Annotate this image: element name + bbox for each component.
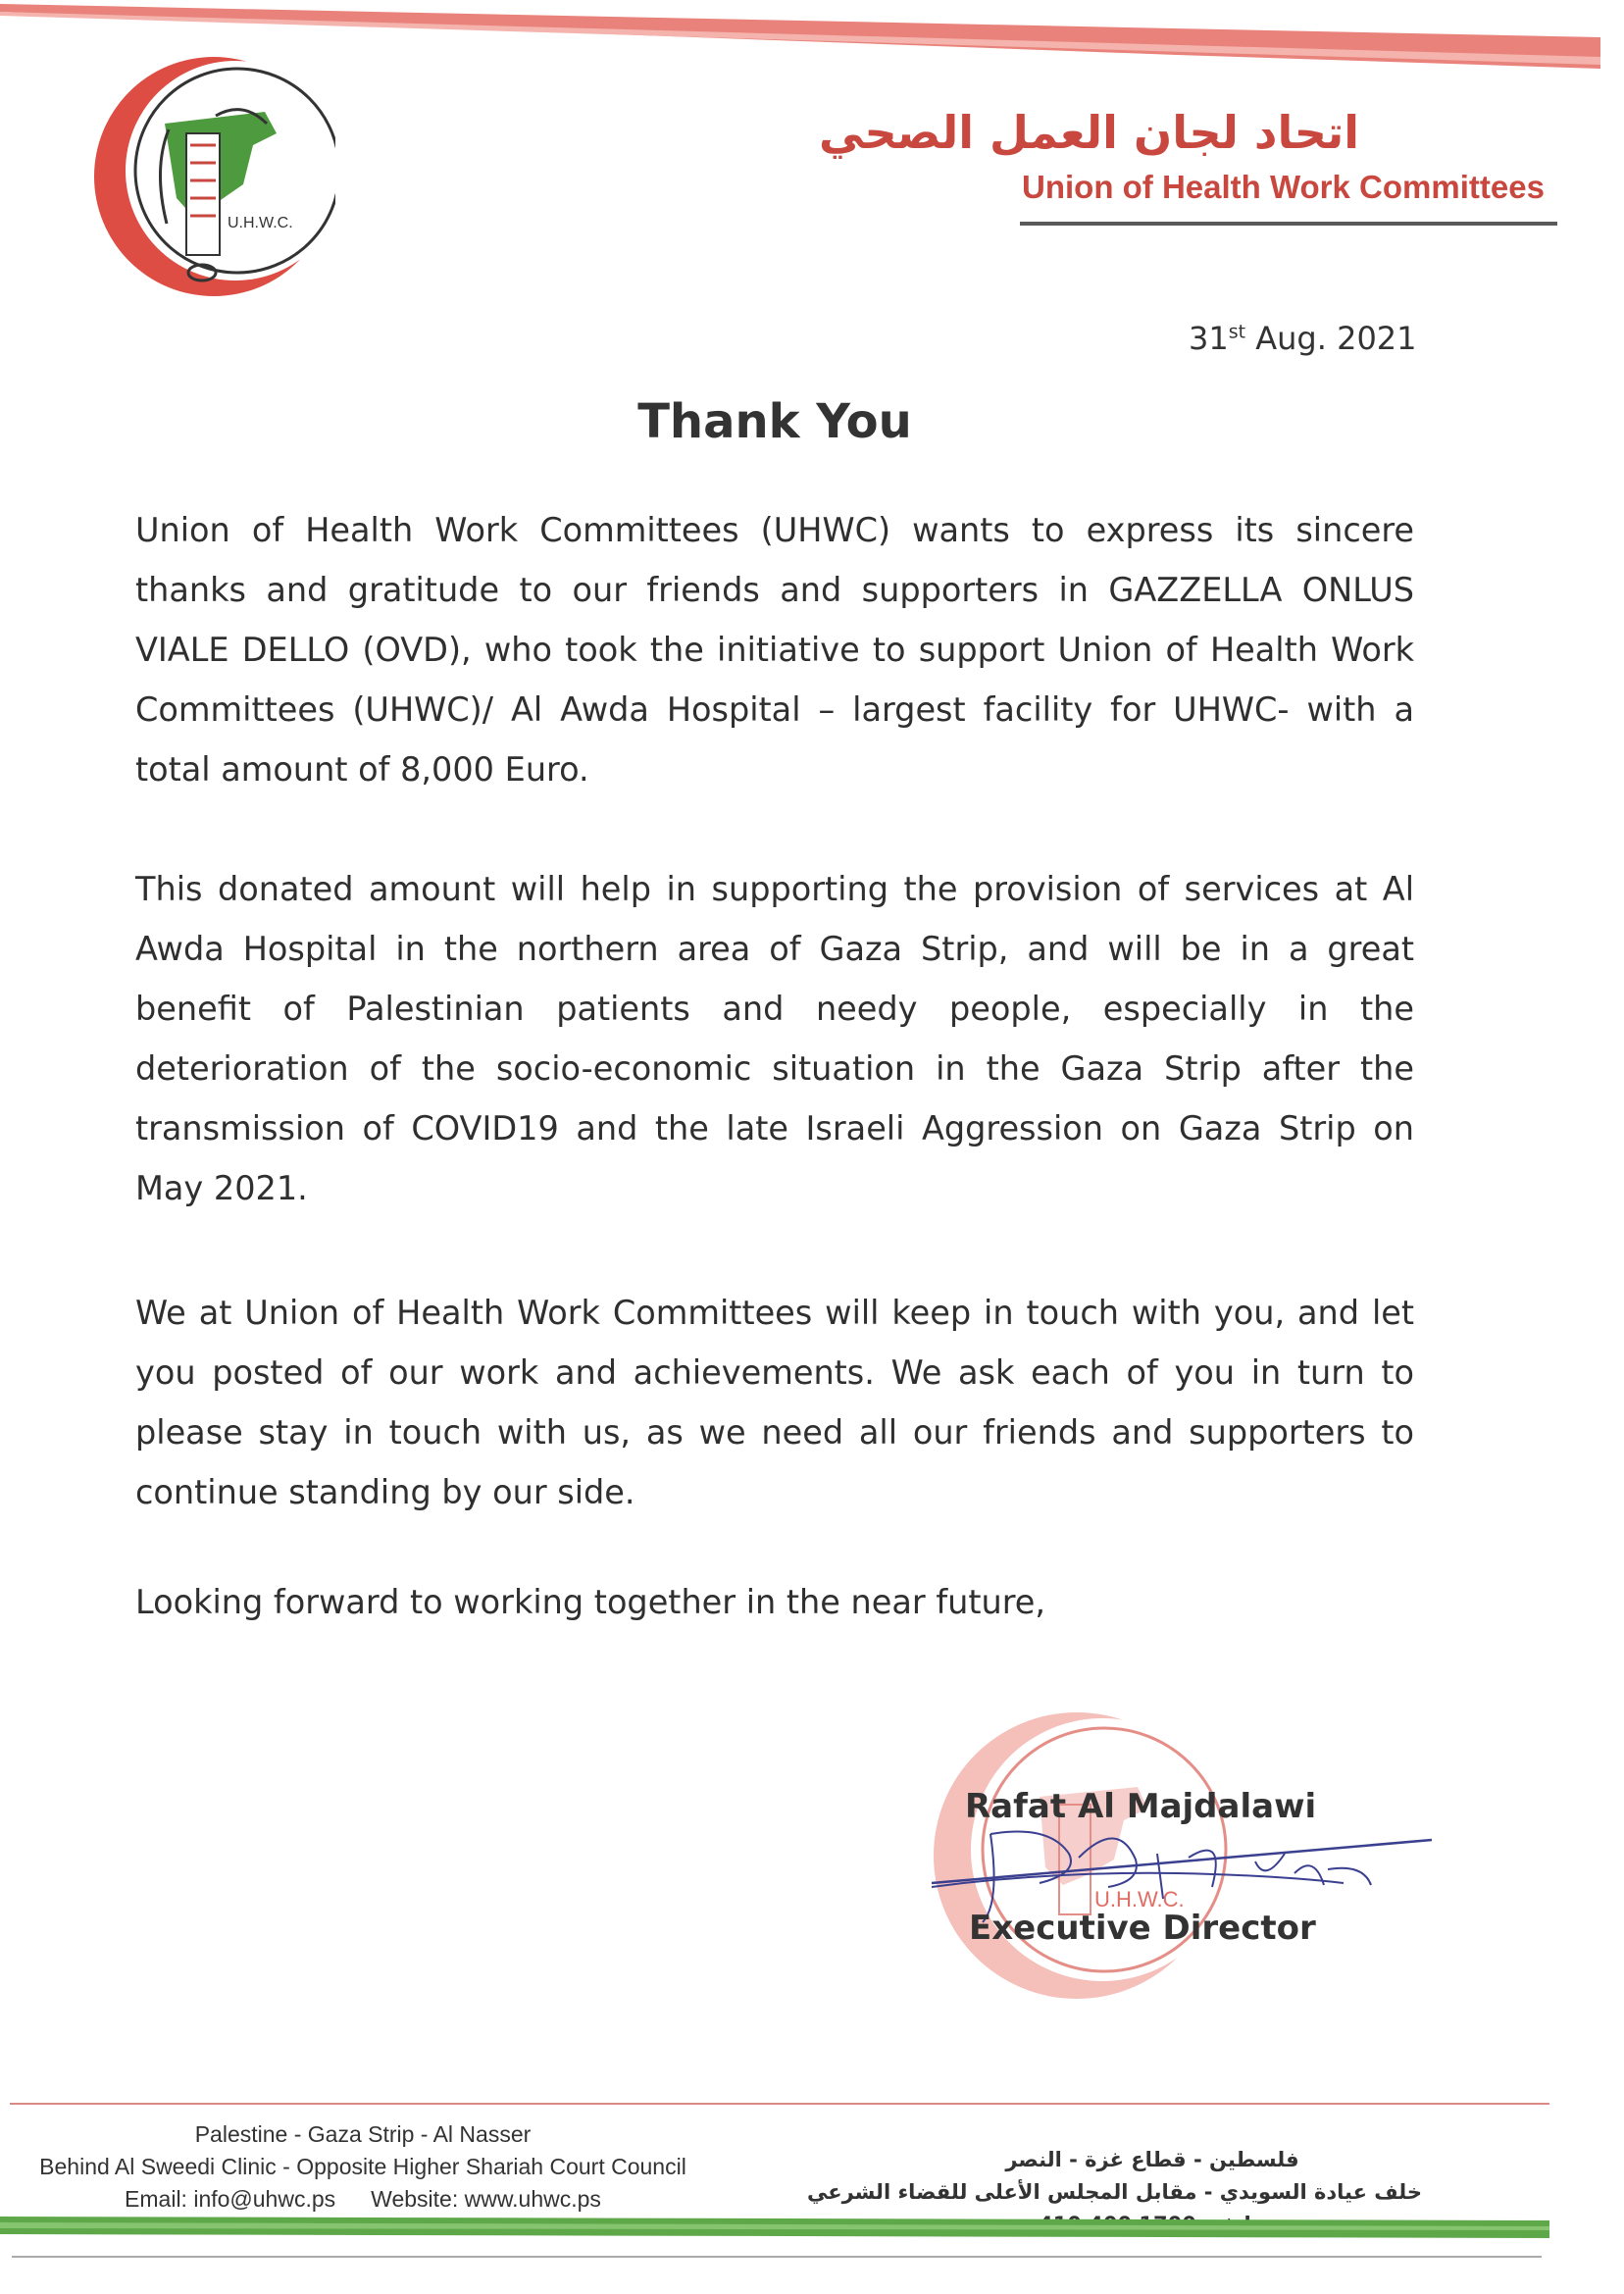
footer-color-band [0, 2211, 1569, 2242]
footer-en-line-1: Palestine - Gaza Strip - Al Nasser [194, 2121, 532, 2147]
footer-bottom-rule [12, 2256, 1542, 2258]
body-paragraph-3: We at Union of Health Work Committees will keep in touch with you, and let you posted of our work and achievements. We ask each of you in turn to please stay in touch with us, as we need all our friends and supporters to continue standing by our side. [135, 1294, 1414, 1511]
signatory-name: Rafat Al Majdalawi [965, 1787, 1317, 1826]
stamp-text: U.H.W.C. [1094, 1887, 1185, 1912]
body-paragraph-2: This donated amount will help in supporting the provision of services at Al Awda Hospital in the northern area of Gaza Strip, and will be in a great benefit of Palestinian patients and needy people, especially in the deterioration of the socio-economic situation in the Gaza Strip after the transmission of COVID19 and the late Israeli Aggression on Gaza Strip on May 2021. [135, 870, 1414, 1207]
date-suffix: st [1228, 321, 1246, 343]
footer-en-line-2: Behind Al Sweedi Clinic - Opposite Higher Shariah Court Council [39, 2154, 686, 2179]
letterhead-divider [1020, 222, 1557, 226]
footer-email: Email: info@uhwc.ps [125, 2186, 336, 2212]
footer-ar-line-1: فلسطين - قطاع غزة - النصر [1005, 2148, 1299, 2171]
org-name-arabic: اتحاد لجان العمل الصحي [818, 106, 1359, 159]
footer-website: Website: www.uhwc.ps [371, 2186, 601, 2212]
footer-ar-line-2: خلف عيادة السويدي - مقابل المجلس الأعلى للقضاء الشرعي [807, 2180, 1422, 2204]
footer-english-address [10, 2118, 716, 2216]
logo-text: U.H.W.C. [228, 215, 293, 231]
date-day: 31 [1189, 320, 1229, 357]
date-month-year: Aug. 2021 [1245, 320, 1417, 357]
uhwc-logo [71, 51, 335, 302]
footer-divider [10, 2103, 1549, 2105]
body-paragraph-1: Union of Health Work Committees (UHWC) wants to express its sincere thanks and gratitude to our friends and supporters in GAZZELLA ONLUS VIALE DELLO (OVD), who took the initiative to support Union of Health Work Committees (UHWC)/ Al Awda Hospital – largest facility for UHWC- with a total amount of 8,000 Euro. [135, 511, 1414, 789]
signatory-role: Executive Director [969, 1909, 1316, 1948]
closing-line: Looking forward to working together in the near future, [135, 1583, 1046, 1621]
letter-date [1189, 320, 1417, 357]
org-name-english: Union of Health Work Committees [1022, 169, 1545, 205]
letter-title: Thank You [637, 394, 912, 449]
